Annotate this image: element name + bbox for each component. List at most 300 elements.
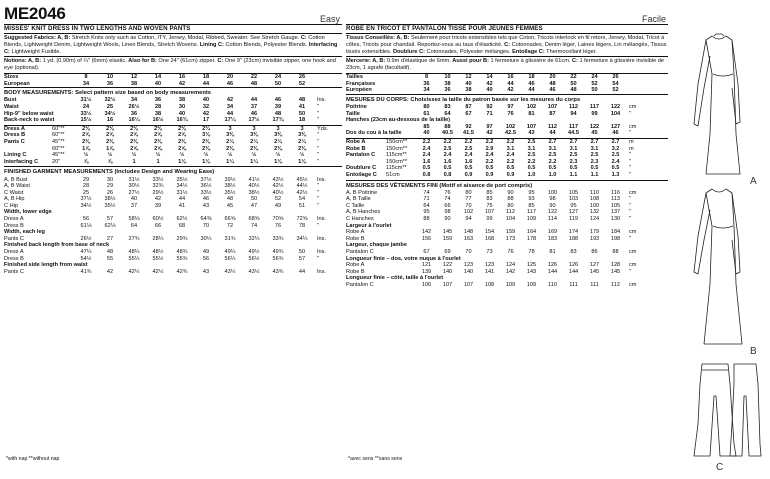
yardage-row-cell: 3⅜ — [274, 132, 282, 139]
body-row-fr-unit: cm — [629, 123, 637, 130]
finished-row-cell: 61⅛ — [80, 222, 92, 229]
finished-row-cell: 43½ — [248, 268, 260, 275]
finished-row-cell: 48½ — [152, 249, 164, 256]
finished-row-label: A, B Bust — [4, 176, 28, 183]
yardage-row-fr-cell: 2.2 — [548, 158, 557, 165]
finished-row-cell: 33¾ — [272, 235, 284, 242]
finished-row-fr-cell: 178 — [526, 235, 537, 242]
finished-row-fr-cell: 94 — [465, 216, 472, 223]
yardage-row-cell: 2⅜ — [202, 145, 210, 152]
yardage-row-cell: 2⅜ — [298, 145, 306, 152]
yardage-row-cell: 3⅛ — [202, 132, 210, 139]
yardage-row-fr-cell: 1.1 — [569, 171, 578, 178]
body-row-fr — [346, 130, 668, 137]
yardage-row-fr-cell: 2.3 — [569, 158, 578, 165]
finished-row-cell: 40½ — [272, 189, 284, 196]
finished-row-fr-cell: 183 — [547, 235, 558, 242]
size-row-fr-label: Européen — [346, 87, 372, 94]
body-row-fr — [346, 117, 668, 124]
finished-row-fr — [346, 269, 668, 276]
yardage-row-fr-cell: 2.5 — [527, 138, 536, 145]
yardage-row-fr-cell: 2.5 — [443, 145, 452, 152]
body-row-fr-cell: 43 — [528, 130, 535, 137]
size-row-fr-cell: 12 — [465, 73, 472, 80]
finished-row-fr-cell: 109 — [526, 282, 537, 289]
yardage-row-fr-cell: 1.3 — [611, 171, 620, 178]
yardage-row — [4, 139, 342, 146]
size-row-label: Sizes — [4, 73, 19, 80]
finished-row-fr-cell: 141 — [484, 268, 495, 275]
finished-row-cell: 29 — [106, 183, 114, 190]
garment-sketches — [676, 4, 766, 474]
body-row-fr-cell: 107 — [526, 123, 537, 130]
body-row-fr-unit: " — [629, 130, 631, 137]
finished-row-cell: 58⅛ — [128, 216, 140, 223]
finished-row-cell: 49½ — [248, 249, 260, 256]
finished-row-cell: 48¼ — [128, 249, 140, 256]
finished-row-fr-cell: 77 — [465, 196, 472, 203]
finished-row-fr-cell: 144 — [547, 268, 558, 275]
yardage-row-fr-cell: 2.4 — [422, 145, 431, 152]
yardage-row-cell: 2⅝ — [178, 145, 186, 152]
yardage-row-width: 20" — [52, 158, 61, 165]
yardage-row-cell: 2⅜ — [250, 145, 258, 152]
finished-row-fr — [346, 275, 668, 282]
yardage-row-fr — [346, 159, 668, 166]
finished-row-cell: 35½ — [104, 202, 116, 209]
body-row-cell: 15½ — [80, 117, 92, 124]
finished-row-fr-cell: 159 — [505, 229, 516, 236]
finished-row-cell: 26 — [106, 189, 114, 196]
finished-row — [4, 190, 342, 197]
size-row-fr-cell: 36 — [444, 87, 451, 94]
yardage-row-fr-cell: 3.1 — [527, 145, 536, 152]
sizes-table-fr — [346, 74, 668, 94]
finished-row-cell: 28 — [82, 183, 90, 190]
body-row-cell: 34 — [226, 103, 234, 110]
yardage-row-fr — [346, 146, 668, 153]
yardage-row-fr-cell: 0.9 — [506, 171, 515, 178]
yardage-row-fr-cell: 0.5 — [464, 165, 473, 172]
yardage-row-width: 45"** — [52, 138, 65, 145]
finished-row-fr-cell: 174 — [568, 229, 579, 236]
difficulty-level-fr: Facile — [641, 14, 666, 25]
finished-row-fr-cell: 106 — [421, 282, 432, 289]
yardage-row-cell: 2¾ — [202, 125, 210, 132]
finished-row-cell: 51 — [298, 202, 306, 209]
body-row-fr-label: Dos du cou à la taille — [346, 130, 402, 137]
body-row — [4, 104, 342, 111]
size-row-cell: 38 — [130, 80, 138, 87]
size-row-label: European — [4, 80, 30, 87]
yardage-row-cell: 3⅜ — [298, 132, 306, 139]
finished-row-fr-cell: 169 — [547, 229, 558, 236]
difficulty-level: Easy — [319, 14, 340, 25]
figure-label-a: A — [750, 176, 757, 187]
yardage-row-cell: ½ — [179, 152, 185, 159]
finished-row-cell: 29¾ — [176, 235, 188, 242]
yardage-row-fr-unit: " — [629, 171, 631, 178]
yardage-row-label: Dress B — [4, 132, 26, 139]
finished-row-fr-cell: 117 — [527, 209, 536, 216]
finished-row-fr-cell: 127 — [568, 209, 579, 216]
finished-row-fr-cell: 83 — [570, 249, 577, 256]
yardage-row-label: Dress A — [4, 125, 25, 132]
body-row-fr-cell: 42 — [486, 130, 493, 137]
finished-row-fr-unit: " — [629, 216, 631, 223]
yardage-row-unit: " — [317, 138, 319, 145]
yardage-row-cell: 3 — [276, 125, 280, 132]
finished-row-cell: 27 — [106, 235, 114, 242]
figure-label-c: C — [716, 462, 724, 473]
finished-row-fr-cell: 113 — [611, 196, 620, 203]
finished-row-label: Pants C — [4, 268, 24, 275]
yardage-row-fr-cell: 3.1 — [569, 145, 578, 152]
body-row-cell: 46 — [274, 97, 282, 104]
finished-row-label: Width, each leg — [4, 229, 45, 236]
finished-row-cell: 33½ — [200, 189, 212, 196]
body-row-fr-cell: 112 — [568, 103, 579, 110]
yardage-row-fr-unit: " — [629, 152, 631, 159]
yardage-row-fr-cell: 3.1 — [590, 145, 599, 152]
yardage-row-cell: 2⅝ — [130, 145, 138, 152]
finished-row-fr-cell: 90 — [444, 216, 451, 223]
size-row-fr-cell: 50 — [570, 80, 577, 87]
finished-row-cell: 42¾ — [176, 268, 188, 275]
finished-row-fr-label: A, B Hanches — [346, 209, 381, 216]
finished-row-cell: 78 — [298, 222, 306, 229]
body-row-fr-cell: 97 — [507, 103, 514, 110]
yardage-row-fr-cell: 2.5 — [464, 145, 473, 152]
finished-row-fr-unit: " — [629, 235, 631, 242]
finished-row-unit: Ins. — [317, 176, 327, 183]
finished-row-fr-unit: cm — [629, 229, 637, 236]
yardage-row-fr-cell: 0.5 — [527, 165, 536, 172]
finished-row-fr-label: Robe A — [346, 262, 365, 269]
finished-row-fr-cell: 124 — [589, 216, 600, 223]
body-row-fr-label: Taille — [346, 110, 360, 117]
body-measurements-table — [4, 97, 342, 123]
notions-paragraph-fr: Mercerie: A, B: 0.9m d'élastique de 6mm. Aussi pour B: 1 fermeture à glissière de 61cm. C: 1 fermeture à glissière invisible de 23cm, 1 agrafe (facultatif). — [346, 58, 665, 72]
body-row-fr-cell: 102 — [505, 123, 516, 130]
yardage-row-fr-cell: 2.9 — [485, 145, 494, 152]
finished-row-fr-cell: 116 — [611, 189, 620, 196]
yardage-row-fr-cell: 0.5 — [548, 165, 557, 172]
yardage-row-fr — [346, 152, 668, 159]
body-row-fr — [346, 104, 668, 111]
body-row-unit: " — [317, 110, 319, 117]
finished-row-fr — [346, 216, 668, 223]
yardage-row-fr-cell: 2.7 — [548, 138, 557, 145]
finished-row — [4, 203, 342, 210]
yardage-row-cell: 2⅜ — [82, 138, 90, 145]
finished-row-fr-unit: " — [629, 196, 631, 203]
finished-row-unit: " — [317, 196, 319, 203]
yardage-row-fr-cell: 3.2 — [611, 145, 620, 152]
yardage-row-fr-cell: 3.1 — [548, 145, 557, 152]
yardage-row-cell: 3 — [228, 125, 232, 132]
finished-row-fr-cell: 83 — [486, 196, 493, 203]
finished-row-cell: 43¾ — [272, 268, 284, 275]
finished-row-cell: 43½ — [272, 176, 284, 183]
finished-row-fr-cell: 139 — [421, 268, 432, 275]
body-measurements-table-fr — [346, 104, 668, 137]
finished-row-cell: 56¾ — [272, 255, 284, 262]
yardage-row-cell: 1⅞ — [106, 145, 114, 152]
finished-row-label: A, B Hip — [4, 196, 25, 203]
size-row-fr-cell: 36 — [423, 80, 430, 87]
yardage-row-fr-width: 150cm** — [386, 158, 408, 165]
finished-row-cell: 39½ — [224, 176, 236, 183]
body-row-fr-cell: 40.5 — [442, 130, 453, 137]
body-row-cell: 18 — [298, 117, 306, 124]
body-row-cell: 25 — [106, 103, 114, 110]
size-row-cell: 16 — [178, 73, 186, 80]
body-row-unit: Ins. — [317, 97, 327, 104]
finished-row-cell: 70 — [202, 222, 210, 229]
yardage-row-fr-unit: m — [629, 138, 634, 145]
finished-row-cell: 74 — [250, 222, 258, 229]
finished-row-cell: 55½ — [152, 255, 164, 262]
finished-row-fr — [346, 249, 668, 256]
size-row-cell: 40 — [154, 80, 162, 87]
finished-row-fr-cell: 107 — [442, 282, 453, 289]
finished-row-fr-cell: 85 — [486, 189, 493, 196]
finished-row-fr-cell: 74 — [444, 196, 451, 203]
finished-row-label: Finished back length from base of neck — [4, 242, 110, 249]
size-row-fr-cell: 48 — [570, 87, 577, 94]
yardage-row-fr-cell: 0.5 — [590, 165, 599, 172]
body-row-cell: 17½ — [248, 117, 260, 124]
yardage-row-cell: 2⅜ — [178, 138, 186, 145]
finished-row-cell: 34¼ — [296, 235, 308, 242]
finished-row-cell: 49 — [274, 202, 282, 209]
finished-row-fr-unit: " — [629, 268, 631, 275]
finished-row-label: A, B Waist — [4, 183, 30, 190]
finished-row-fr-cell: 70 — [465, 202, 472, 209]
size-row-cell: 44 — [202, 80, 210, 87]
french-column — [346, 4, 668, 289]
finished-row-label: Width, lower edge — [4, 209, 52, 216]
body-row-cell: 48 — [274, 110, 282, 117]
body-row-fr-unit: " — [629, 110, 631, 117]
finished-row-fr-cell: 75 — [486, 202, 493, 209]
pattern-title: MISSES' KNIT DRESS IN TWO LENGTHS AND WOVEN PANTS — [4, 25, 191, 32]
body-row-cell: 32½ — [104, 97, 116, 104]
yardage-row-fr-cell: 2.5 — [527, 152, 536, 159]
finished-measurements-heading: FINISHED GARMENT MEASUREMENTS (Includes Design and Wearing Ease) — [4, 169, 215, 176]
finished-row — [4, 269, 342, 276]
finished-row-fr-unit: cm — [629, 189, 637, 196]
yardage-row-fr-cell: 2.2 — [485, 138, 494, 145]
finished-row-cell: 42½ — [296, 189, 308, 196]
finished-row — [4, 216, 342, 223]
yardage-row-fr-cell: 2.5 — [590, 152, 599, 159]
finished-row-fr-label: Robe B — [346, 235, 365, 242]
finished-row-fr-label: Largeur, chaque jambe — [346, 242, 407, 249]
figure-label-b: B — [750, 346, 757, 357]
finished-row-cell: 32¼ — [248, 235, 260, 242]
finished-row-fr-cell: 88 — [507, 196, 514, 203]
body-row-fr-cell: 87 — [549, 110, 556, 117]
finished-row-cell: 72 — [226, 222, 234, 229]
yardage-row-fr-width: 115cm** — [386, 152, 407, 159]
yardage-row-cell: ½ — [155, 152, 161, 159]
finished-row-fr-cell: 137 — [610, 209, 621, 216]
finished-row-fr — [346, 190, 668, 197]
size-row-fr-cell: 20 — [549, 73, 556, 80]
finished-row-cell: 56 — [202, 255, 210, 262]
yardage-row-fr-cell: 0.8 — [422, 171, 431, 178]
finished-row-cell: 56¼ — [224, 255, 236, 262]
body-row-fr-cell: 87 — [465, 103, 472, 110]
nap-footnote: *with nap **without nap — [6, 456, 60, 462]
finished-row-fr-unit: cm — [629, 282, 637, 289]
finished-row-fr-label: A, B Poitrine — [346, 189, 378, 196]
yardage-row-fr-cell: 2.4 — [443, 152, 452, 159]
finished-row-fr-cell: 198 — [610, 235, 621, 242]
finished-row-fr-cell: 80 — [465, 189, 472, 196]
yardage-row-fr-cell: 0.5 — [506, 165, 515, 172]
finished-row-fr-cell: 163 — [463, 235, 474, 242]
body-row-fr-cell: 44.5 — [568, 130, 579, 137]
yardage-row-fr-cell: 1.6 — [422, 158, 431, 165]
finished-row-cell: 57 — [298, 255, 306, 262]
body-row-fr-cell: 92 — [465, 123, 472, 130]
body-row-fr-cell: 44 — [549, 130, 556, 137]
body-row-fr-cell: 117 — [589, 103, 600, 110]
body-row-fr-cell: 97 — [486, 123, 493, 130]
finished-row-fr-label: Longueur finie – dos, votre nuque à l'ourlet — [346, 255, 461, 262]
finished-row-fr-cell: 86 — [591, 249, 598, 256]
finished-row-fr-unit: " — [629, 209, 631, 216]
finished-row-fr-cell: 127 — [589, 262, 600, 269]
finished-row-fr-cell: 122 — [442, 262, 453, 269]
yardage-row-fr-unit: m — [629, 145, 634, 152]
size-row-cell: 46 — [226, 80, 234, 87]
finished-row-label: Dress B — [4, 222, 24, 229]
finished-row-cell: 29½ — [152, 189, 164, 196]
size-row-fr-cell: 42 — [507, 87, 514, 94]
finished-row-cell: 33½ — [152, 176, 164, 183]
finished-row-unit: " — [317, 202, 319, 209]
size-row-cell: 10 — [106, 73, 114, 80]
yardage-row-fr-cell: 0.5 — [485, 165, 494, 172]
body-row-fr-cell: 102 — [526, 103, 537, 110]
notions-paragraph: Notions: A, B: 1 yd. (0.90m) of ¼" (6mm) elastic. Also for B: One 24" (61cm) zipper. C: One 9" (23cm) invisible zipper, one hook and eye (optional). — [4, 58, 336, 72]
yardage-row-cell: 2⅜ — [106, 125, 114, 132]
finished-row — [4, 177, 342, 184]
finished-row-cell: 56 — [82, 216, 90, 223]
yardage-row-cell: 2⅝ — [82, 132, 90, 139]
finished-row-cell: 31½ — [128, 176, 140, 183]
finished-row-cell: 54½ — [80, 255, 92, 262]
body-row-cell: 16½ — [152, 117, 164, 124]
finished-row-cell: 42 — [106, 268, 114, 275]
yardage-row-cell: 3 — [252, 125, 256, 132]
yardage-row-cell: 2⅝ — [154, 145, 162, 152]
size-row-cell: 36 — [106, 80, 114, 87]
finished-row-fr-cell: 95 — [528, 189, 535, 196]
yardage-row-fr-label: Doublure C — [346, 165, 377, 172]
yardage-row-fr-cell: 2.3 — [590, 158, 599, 165]
yardage-row-cell: 1⅛ — [274, 158, 282, 165]
body-row-cell: 50 — [298, 110, 306, 117]
finished-row-fr-unit: cm — [629, 249, 637, 256]
body-row-unit: " — [317, 117, 319, 124]
body-row-fr-cell: 83 — [444, 103, 451, 110]
finished-row-fr-cell: 130 — [610, 216, 621, 223]
finished-row-fr — [346, 223, 668, 230]
yardage-row-fr — [346, 172, 668, 179]
size-row-fr — [346, 81, 668, 88]
yardage-row-cell: 3⅜ — [250, 132, 258, 139]
body-row-cell: 34 — [130, 97, 138, 104]
size-row-fr-cell: 40 — [465, 80, 472, 87]
finished-row-cell: 37½ — [80, 196, 92, 203]
yardage-row-cell: 2⅜ — [202, 138, 210, 145]
finished-row-fr-cell: 110 — [548, 282, 557, 289]
dress-a-front-sketch — [694, 34, 740, 174]
body-row-cell: 28 — [154, 103, 162, 110]
finished-row-fr-cell: 90 — [507, 189, 514, 196]
size-row-cell: 50 — [274, 80, 282, 87]
yardage-row-fr-cell: 2.4 — [506, 152, 515, 159]
finished-row-cell: 44 — [178, 196, 186, 203]
finished-row-fr — [346, 262, 668, 269]
finished-row-fr-cell: 145 — [589, 268, 600, 275]
finished-row-cell: 27¾ — [128, 235, 140, 242]
yardage-row-fr-cell: 0.5 — [443, 165, 452, 172]
fabrics-paragraph: Suggested Fabrics: A, B: Stretch Knits only such as Cotton, ITY, Jersey, Modal, Ribbed, Sweater. See Stretch Gauge. C: Cotton Blends, Lightweight Denim, Lightweight Wools, Linen Blends, Stretch Wovens. Lining C: Cotton Blends, Polyester Blends. Interfacing C: Lightweight Fusible. — [4, 35, 338, 55]
finished-row-fr-cell: 110 — [590, 189, 599, 196]
yardage-row-fr-cell: 2.2 — [443, 138, 452, 145]
yardage-row-fr-cell: 2.5 — [569, 152, 578, 159]
finished-row-fr-cell: 154 — [484, 229, 495, 236]
size-row-fr-cell: 44 — [507, 80, 514, 87]
finished-row — [4, 196, 342, 203]
finished-row-fr-cell: 140 — [442, 268, 453, 275]
yardage-row-fr-cell: 3.1 — [506, 145, 515, 152]
finished-row-cell: 31¾ — [224, 235, 236, 242]
yardage-row-cell: 2⅝ — [154, 132, 162, 139]
size-row-cell: 8 — [84, 73, 88, 80]
body-row-cell: 16 — [106, 117, 114, 124]
body-row-cell: 36 — [154, 97, 162, 104]
body-row-label: Bust — [4, 97, 17, 104]
finished-row-cell: 36½ — [200, 183, 212, 190]
yardage-row-fr-cell: 2.7 — [611, 138, 620, 145]
yardage-row-cell: ½ — [107, 152, 113, 159]
yardage-row-fr-cell: 2.2 — [464, 138, 473, 145]
finished-row-fr-cell: 128 — [610, 262, 621, 269]
finished-row-fr — [346, 242, 668, 249]
finished-row-fr-cell: 109 — [526, 216, 537, 223]
body-row-fr-cell: 41.5 — [463, 130, 474, 137]
yardage-row-cell: 2⅜ — [154, 125, 162, 132]
finished-row-fr-cell: 121 — [421, 262, 432, 269]
finished-row-cell: 49¾ — [272, 249, 284, 256]
finished-row-unit: " — [317, 189, 319, 196]
finished-row-cell: 34½ — [80, 202, 92, 209]
finished-row-fr-cell: 80 — [507, 202, 514, 209]
finished-row-cell: 48 — [106, 249, 114, 256]
finished-row-fr-cell: 98 — [444, 209, 451, 216]
finished-measurements-table — [4, 177, 342, 276]
finished-row-unit: Ins. — [317, 249, 327, 256]
finished-row-cell: 41½ — [248, 176, 260, 183]
finished-row-cell: 43 — [202, 202, 210, 209]
